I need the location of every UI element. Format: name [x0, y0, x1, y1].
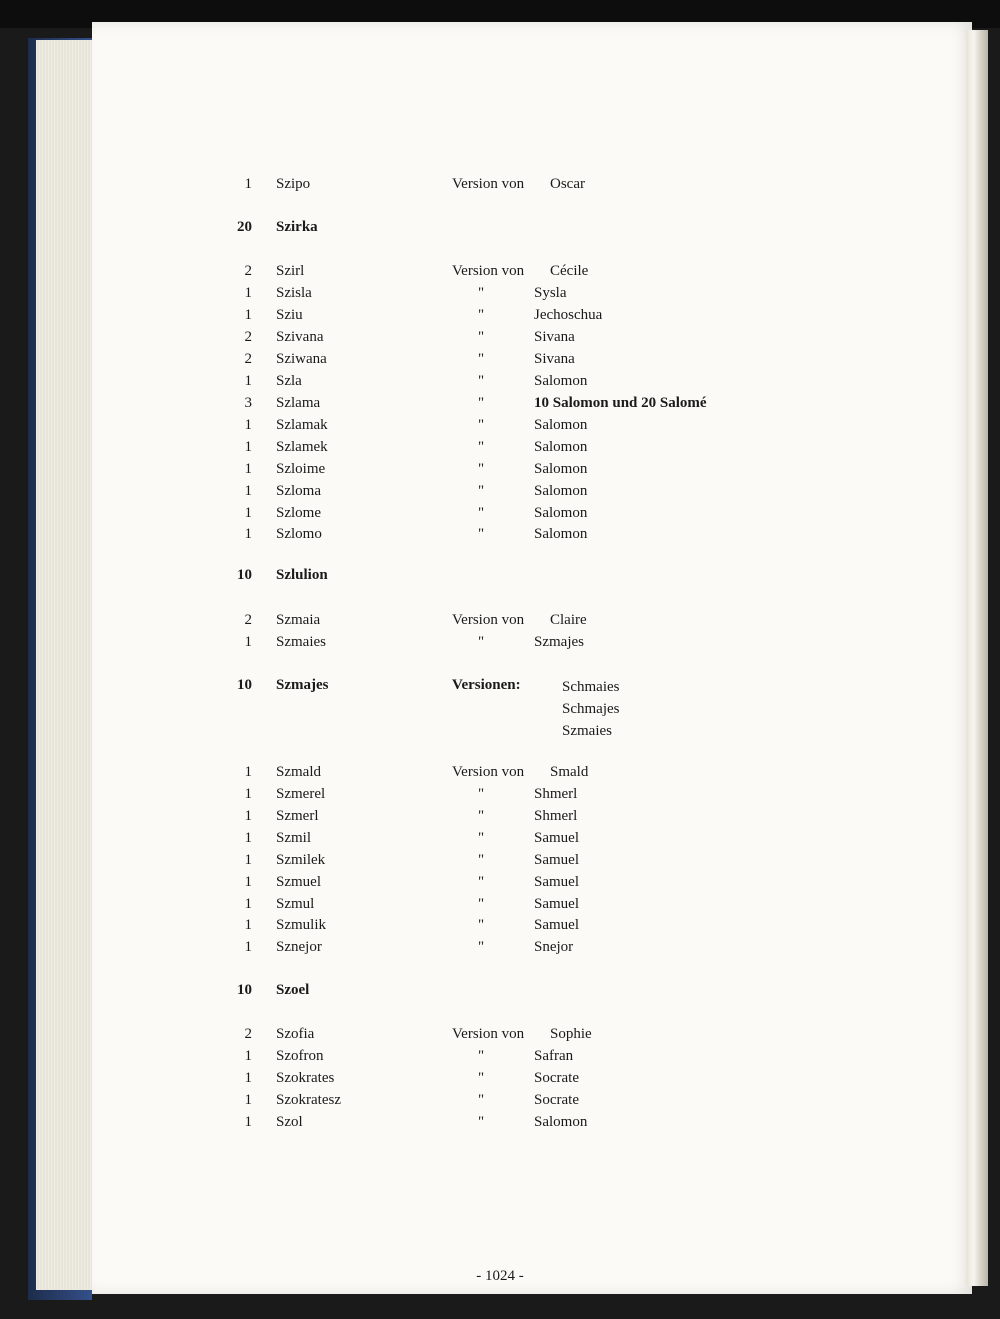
entry-target: Shmerl — [534, 786, 578, 802]
ditto-mark: " — [478, 395, 485, 411]
list-entry — [86, 307, 786, 329]
entry-target: Cécile — [550, 263, 589, 279]
entry-count: 1 — [244, 461, 252, 477]
main-entry — [86, 219, 786, 241]
ditto-mark: " — [478, 373, 485, 389]
list-entry — [86, 1092, 786, 1114]
entry-target: Sysla — [534, 285, 567, 301]
entry-count: 1 — [244, 1070, 252, 1086]
entry-count: 1 — [244, 634, 252, 650]
list-entry — [86, 483, 786, 505]
entry-target: Samuel — [534, 830, 579, 846]
entry-name: Szol — [276, 1114, 303, 1130]
ditto-mark: " — [478, 634, 485, 650]
entry-target: Shmerl — [534, 808, 578, 824]
entry-count: 1 — [244, 874, 252, 890]
ditto-mark: " — [478, 505, 485, 521]
entry-count: 1 — [244, 764, 252, 780]
ditto-mark: " — [478, 1048, 485, 1064]
entry-target: Samuel — [534, 874, 579, 890]
list-entry — [86, 526, 786, 548]
entry-name: Szmerel — [276, 786, 326, 802]
entry-target: Salomon — [534, 1114, 588, 1130]
list-entry — [86, 351, 786, 373]
entry-target: Salomon — [534, 373, 588, 389]
entry-name: Szmuel — [276, 874, 321, 890]
entry-name: Szisla — [276, 285, 312, 301]
ditto-mark: " — [478, 285, 485, 301]
list-entry — [86, 874, 786, 896]
entry-count: 1 — [244, 285, 252, 301]
entry-name: Szmald — [276, 764, 321, 780]
entry-count: 1 — [244, 1114, 252, 1130]
entry-target: Salomon — [534, 439, 588, 455]
entry-count: 10 — [237, 677, 252, 693]
list-entry — [86, 176, 786, 198]
entry-count: 20 — [237, 219, 252, 235]
entry-target: Salomon — [534, 505, 588, 521]
entry-count: 2 — [244, 612, 252, 628]
main-entry — [86, 677, 786, 699]
version-item: Szmaies — [562, 723, 612, 739]
list-entry — [86, 373, 786, 395]
entry-name: Szlama — [276, 395, 321, 411]
entry-target: Sivana — [534, 329, 575, 345]
entry-name: Szmul — [276, 896, 315, 912]
entry-name: Sznejor — [276, 939, 322, 955]
ditto-mark: " — [478, 307, 485, 323]
entry-version-label: Version von — [452, 764, 525, 780]
entry-count: 10 — [237, 982, 252, 998]
entry-count: 1 — [244, 526, 252, 542]
entry-name: Szokratesz — [276, 1092, 341, 1108]
entry-target: Salomon — [534, 483, 588, 499]
ditto-mark: " — [478, 417, 485, 433]
entry-name: Szmaies — [276, 634, 326, 650]
list-entry — [86, 808, 786, 830]
version-item: Schmaies — [562, 679, 620, 695]
entry-name: Szlomo — [276, 526, 322, 542]
entry-name: Szlamek — [276, 439, 328, 455]
entry-count: 1 — [244, 1048, 252, 1064]
entry-name: Szofia — [276, 1026, 315, 1042]
list-entry — [86, 830, 786, 852]
ditto-mark: " — [478, 483, 485, 499]
entry-name: Szmil — [276, 830, 312, 846]
ditto-mark: " — [478, 917, 485, 933]
entry-count: 1 — [244, 483, 252, 499]
list-entry — [86, 1026, 786, 1048]
version-item: Schmajes — [562, 701, 620, 717]
entry-count: 3 — [244, 395, 252, 411]
entry-name: Szipo — [276, 176, 311, 192]
list-entry — [86, 285, 786, 307]
entry-count: 1 — [244, 852, 252, 868]
ditto-mark: " — [478, 1114, 485, 1130]
entry-target: Smald — [550, 764, 589, 780]
list-entry — [86, 786, 786, 808]
entry-name: Szoel — [276, 982, 310, 998]
entry-name: Szmaia — [276, 612, 321, 628]
entry-name: Sziu — [276, 307, 303, 323]
entry-name: Szirl — [276, 263, 305, 279]
entry-version-label: Version von — [452, 612, 525, 628]
entry-name: Szmajes — [276, 677, 329, 693]
entry-target: Salomon — [534, 526, 588, 542]
entry-target: Samuel — [534, 917, 579, 933]
entry-name: Szokrates — [276, 1070, 335, 1086]
entry-target: Safran — [534, 1048, 574, 1064]
ditto-mark: " — [478, 874, 485, 890]
entry-target: Socrate — [534, 1092, 579, 1108]
page-number: - 1024 - — [476, 1268, 524, 1284]
entry-count: 1 — [244, 505, 252, 521]
ditto-mark: " — [478, 830, 485, 846]
entry-count: 2 — [244, 1026, 252, 1042]
entry-version-label: Version von — [452, 263, 525, 279]
entry-version-label: Version von — [452, 176, 525, 192]
ditto-mark: " — [478, 1070, 485, 1086]
ditto-mark: " — [478, 1092, 485, 1108]
ditto-mark: " — [478, 808, 485, 824]
entry-count: 1 — [244, 307, 252, 323]
entry-target: Samuel — [534, 896, 579, 912]
entry-count: 1 — [244, 417, 252, 433]
entry-count: 1 — [244, 176, 252, 192]
list-entry — [86, 612, 786, 634]
entry-target: Szmajes — [534, 634, 584, 650]
entry-name: Szmilek — [276, 852, 326, 868]
list-entry — [86, 939, 786, 961]
entry-target: Salomon — [534, 461, 588, 477]
entry-name: Szloime — [276, 461, 326, 477]
entry-count: 1 — [244, 896, 252, 912]
entry-target: Jechoschua — [534, 307, 603, 323]
entry-name: Sziwana — [276, 351, 327, 367]
entry-count: 1 — [244, 939, 252, 955]
main-entry — [86, 567, 786, 589]
ditto-mark: " — [478, 852, 485, 868]
list-entry — [86, 1114, 786, 1136]
entry-target: Sivana — [534, 351, 575, 367]
ditto-mark: " — [478, 526, 485, 542]
entry-target: Sophie — [550, 1026, 592, 1042]
page-edges-right — [966, 30, 988, 1286]
entry-name: Szla — [276, 373, 302, 389]
ditto-mark: " — [478, 896, 485, 912]
list-entry — [86, 263, 786, 285]
entry-name: Szloma — [276, 483, 321, 499]
entry-name: Szivana — [276, 329, 324, 345]
entry-name: Szmulik — [276, 917, 327, 933]
list-entry — [86, 439, 786, 461]
entry-count: 1 — [244, 830, 252, 846]
entry-target: Samuel — [534, 852, 579, 868]
entry-name: Szirka — [276, 219, 318, 235]
entry-count: 1 — [244, 808, 252, 824]
entry-target: Socrate — [534, 1070, 579, 1086]
entry-target: Claire — [550, 612, 587, 628]
entry-count: 1 — [244, 1092, 252, 1108]
entry-count: 1 — [244, 917, 252, 933]
list-entry — [86, 395, 786, 417]
ditto-mark: " — [478, 461, 485, 477]
entry-name: Szlulion — [276, 567, 328, 583]
entry-name: Szmerl — [276, 808, 319, 824]
list-entry — [86, 1070, 786, 1092]
entry-count: 1 — [244, 439, 252, 455]
entry-count: 2 — [244, 263, 252, 279]
ditto-mark: " — [478, 939, 485, 955]
list-entry — [86, 852, 786, 874]
ditto-mark: " — [478, 329, 485, 345]
versions-label: Versionen: — [452, 677, 521, 693]
entry-count: 1 — [244, 373, 252, 389]
list-entry — [86, 634, 786, 656]
entry-target: Snejor — [534, 939, 574, 955]
list-entry — [86, 461, 786, 483]
entry-count: 1 — [244, 786, 252, 802]
ditto-mark: " — [478, 439, 485, 455]
ditto-mark: " — [478, 786, 485, 802]
entry-count: 2 — [244, 351, 252, 367]
ditto-mark: " — [478, 351, 485, 367]
list-entry — [86, 329, 786, 351]
entry-name: Szlamak — [276, 417, 328, 433]
list-entry — [86, 896, 786, 918]
entry-count: 10 — [237, 567, 252, 583]
list-entry — [86, 505, 786, 527]
list-entry — [86, 764, 786, 786]
entry-target: 10 Salomon und 20 Salomé — [534, 395, 707, 411]
main-entry — [86, 982, 786, 1004]
entry-target: Oscar — [550, 176, 585, 192]
entry-name: Szlome — [276, 505, 321, 521]
entry-name: Szofron — [276, 1048, 324, 1064]
list-entry — [86, 1048, 786, 1070]
entry-version-label: Version von — [452, 1026, 525, 1042]
entry-count: 2 — [244, 329, 252, 345]
entry-target: Salomon — [534, 417, 588, 433]
list-entry — [86, 917, 786, 939]
list-entry — [86, 417, 786, 439]
